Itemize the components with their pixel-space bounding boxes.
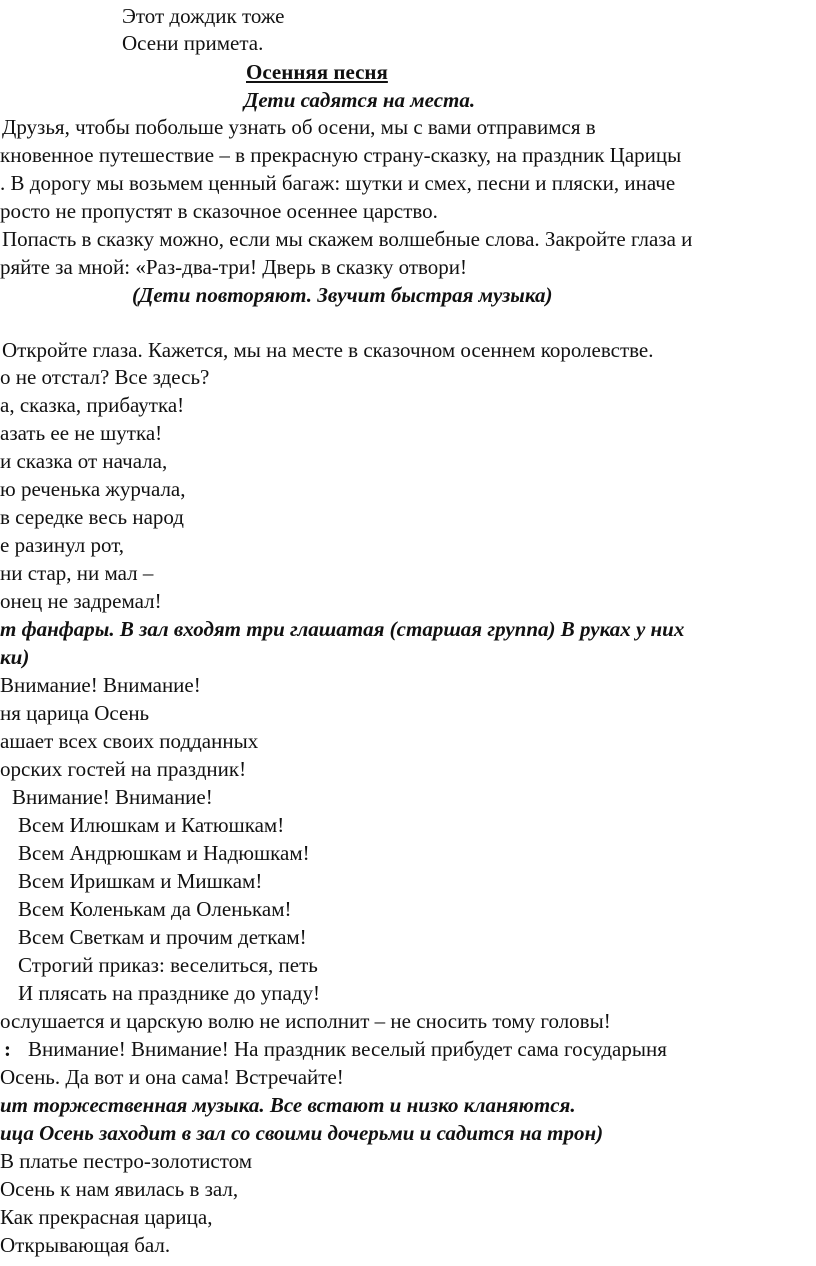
text-line: И плясать на празднике до упаду!: [18, 981, 321, 1005]
text-line: Друзья, чтобы побольше узнать об осени, мы с вами отправимся в: [2, 115, 596, 139]
text-line: Строгий приказ: веселиться, петь: [18, 953, 318, 977]
text-line: в середке весь народ: [0, 505, 184, 529]
text-line: Откройте глаза. Кажется, мы на месте в сказочном осеннем королевстве.: [2, 338, 654, 362]
text-line: онец не задремал!: [0, 589, 162, 613]
stage-direction: ица Осень заходит в зал со своими дочерьми и садится на трон): [0, 1121, 604, 1145]
text-line: ашает всех своих подданных: [0, 729, 259, 753]
text-line: Попасть в сказку можно, если мы скажем волшебные слова. Закройте глаза и: [2, 227, 693, 251]
text-line: и сказка от начала,: [0, 449, 168, 473]
text-line: Как прекрасная царица,: [0, 1205, 213, 1229]
text-line: Осень к нам явилась в зал,: [0, 1177, 239, 1201]
stage-direction: ит торжественная музыка. Все встают и низко кланяются.: [0, 1093, 576, 1117]
text-line: Всем Светкам и прочим деткам!: [18, 925, 307, 949]
text-line: В платье пестро-золотистом: [0, 1149, 253, 1173]
text-line: Всем Коленькам да Оленькам!: [18, 897, 292, 921]
text-line: кновенное путешествие – в прекрасную страну-сказку, на праздник Царицы: [0, 143, 682, 167]
stage-direction: Дети садятся на места.: [244, 88, 476, 112]
text-line: Осень. Да вот и она сама! Встречайте!: [0, 1065, 344, 1089]
stage-direction: т фанфары. В зал входят три глашатая (старшая группа) В руках у них: [0, 617, 685, 641]
text-line: Внимание! Внимание!: [0, 673, 201, 697]
text-line: Осени примета.: [122, 31, 264, 55]
text-line: Внимание! Внимание! На праздник веселый прибудет сама государыня: [28, 1037, 667, 1061]
text-line: азать ее не шутка!: [0, 421, 163, 445]
text-line: ряйте за мной: «Раз-два-три! Дверь в сказку отвори!: [0, 255, 468, 279]
text-line: Всем Иришкам и Мишкам!: [18, 869, 263, 893]
text-line: Внимание! Внимание!: [12, 785, 213, 809]
text-line: ни стар, ни мал –: [0, 561, 154, 585]
section-heading: Осенняя песня: [246, 60, 388, 84]
text-line: Открывающая бал.: [0, 1233, 171, 1257]
stage-direction: (Дети повторяют. Звучит быстрая музыка): [132, 283, 553, 307]
text-line: . В дорогу мы возьмем ценный багаж: шутки и смех, песни и пляски, иначе: [0, 171, 676, 195]
text-line: орских гостей на праздник!: [0, 757, 247, 781]
text-line: о не отстал? Все здесь?: [0, 365, 210, 389]
text-line: ня царица Осень: [0, 701, 150, 725]
stage-direction: ки): [0, 645, 30, 669]
text-line: ю реченька журчала,: [0, 477, 186, 501]
text-line: Всем Илюшкам и Катюшкам!: [18, 813, 285, 837]
text-line: ослушается и царскую волю не исполнит – не сносить тому головы!: [0, 1009, 611, 1033]
text-line: а, сказка, прибаутка!: [0, 393, 185, 417]
text-line: росто не пропустят в сказочное осеннее царство.: [0, 199, 438, 223]
text-line: е разинул рот,: [0, 533, 125, 557]
text-line: Этот дождик тоже: [122, 4, 285, 28]
text-line: Всем Андрюшкам и Надюшкам!: [18, 841, 310, 865]
speaker-label: :: [4, 1037, 11, 1061]
